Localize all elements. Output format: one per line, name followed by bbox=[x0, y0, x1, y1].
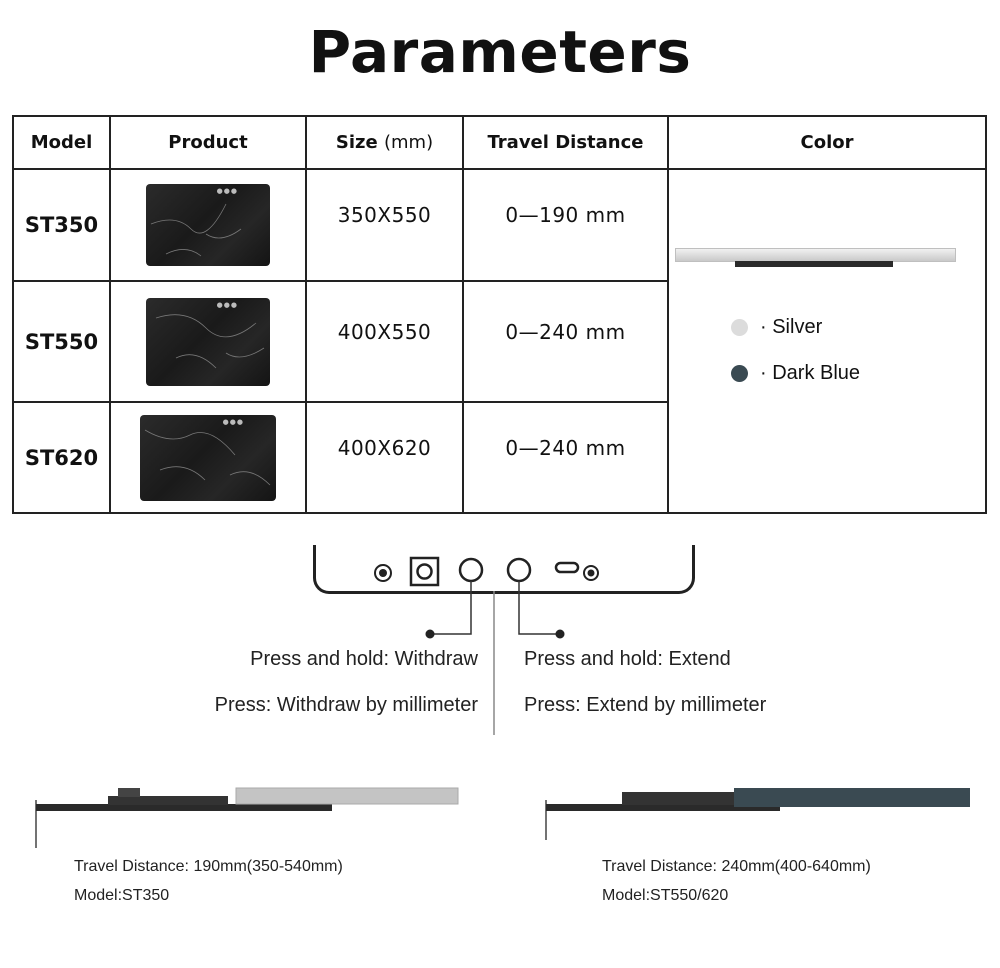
size-value: 400X550 bbox=[337, 319, 432, 344]
led-indicator-icon bbox=[556, 563, 578, 572]
header-size-label: Size bbox=[335, 132, 378, 153]
travel-value: 0—240 mm bbox=[505, 435, 626, 460]
model-cell: ST550 bbox=[13, 281, 110, 402]
size-value: 400X620 bbox=[337, 435, 432, 460]
side-view-st350 bbox=[36, 788, 458, 848]
power-jack-icon bbox=[411, 558, 438, 585]
extend-button-icon bbox=[508, 559, 530, 581]
travel-note-st350: Travel Distance: 190mm(350-540mm) bbox=[74, 858, 343, 875]
header-color: Color bbox=[668, 116, 986, 169]
color-label: · Silver bbox=[760, 316, 823, 338]
extend-hold-label: Press and hold: Extend bbox=[524, 648, 731, 670]
size-value: 350X550 bbox=[337, 203, 432, 227]
color-label: · Dark Blue bbox=[760, 362, 861, 384]
extend-press-label: Press: Extend by millimeter bbox=[524, 694, 767, 716]
page-title: Parameters bbox=[308, 18, 692, 86]
travel-value: 0—190 mm bbox=[505, 203, 626, 227]
model-note-st350: Model:ST350 bbox=[74, 887, 170, 904]
side-view-diagrams bbox=[0, 760, 1000, 860]
screw-icon bbox=[584, 566, 598, 580]
travel-note-st550: Travel Distance: 240mm(400-640mm) bbox=[602, 858, 871, 875]
model-cell: ST350 bbox=[13, 169, 110, 281]
withdraw-press-label: Press: Withdraw by millimeter bbox=[214, 694, 478, 716]
header-model: Model bbox=[13, 116, 110, 169]
dots-icon: ●●● bbox=[216, 300, 238, 309]
screw-icon bbox=[375, 565, 391, 581]
header-size-unit: (mm) bbox=[383, 132, 434, 153]
header-travel: Travel Distance bbox=[463, 116, 668, 169]
withdraw-hold-label: Press and hold: Withdraw bbox=[250, 648, 478, 670]
travel-value: 0—240 mm bbox=[505, 319, 626, 344]
model-note-st550: Model:ST550/620 bbox=[602, 887, 729, 904]
header-product: Product bbox=[110, 116, 306, 169]
model-cell: ST620 bbox=[13, 402, 110, 513]
side-view-st550 bbox=[546, 788, 970, 840]
dots-icon: ●●● bbox=[216, 187, 238, 195]
dots-icon: ●●● bbox=[222, 417, 244, 426]
withdraw-button-icon bbox=[460, 559, 482, 581]
